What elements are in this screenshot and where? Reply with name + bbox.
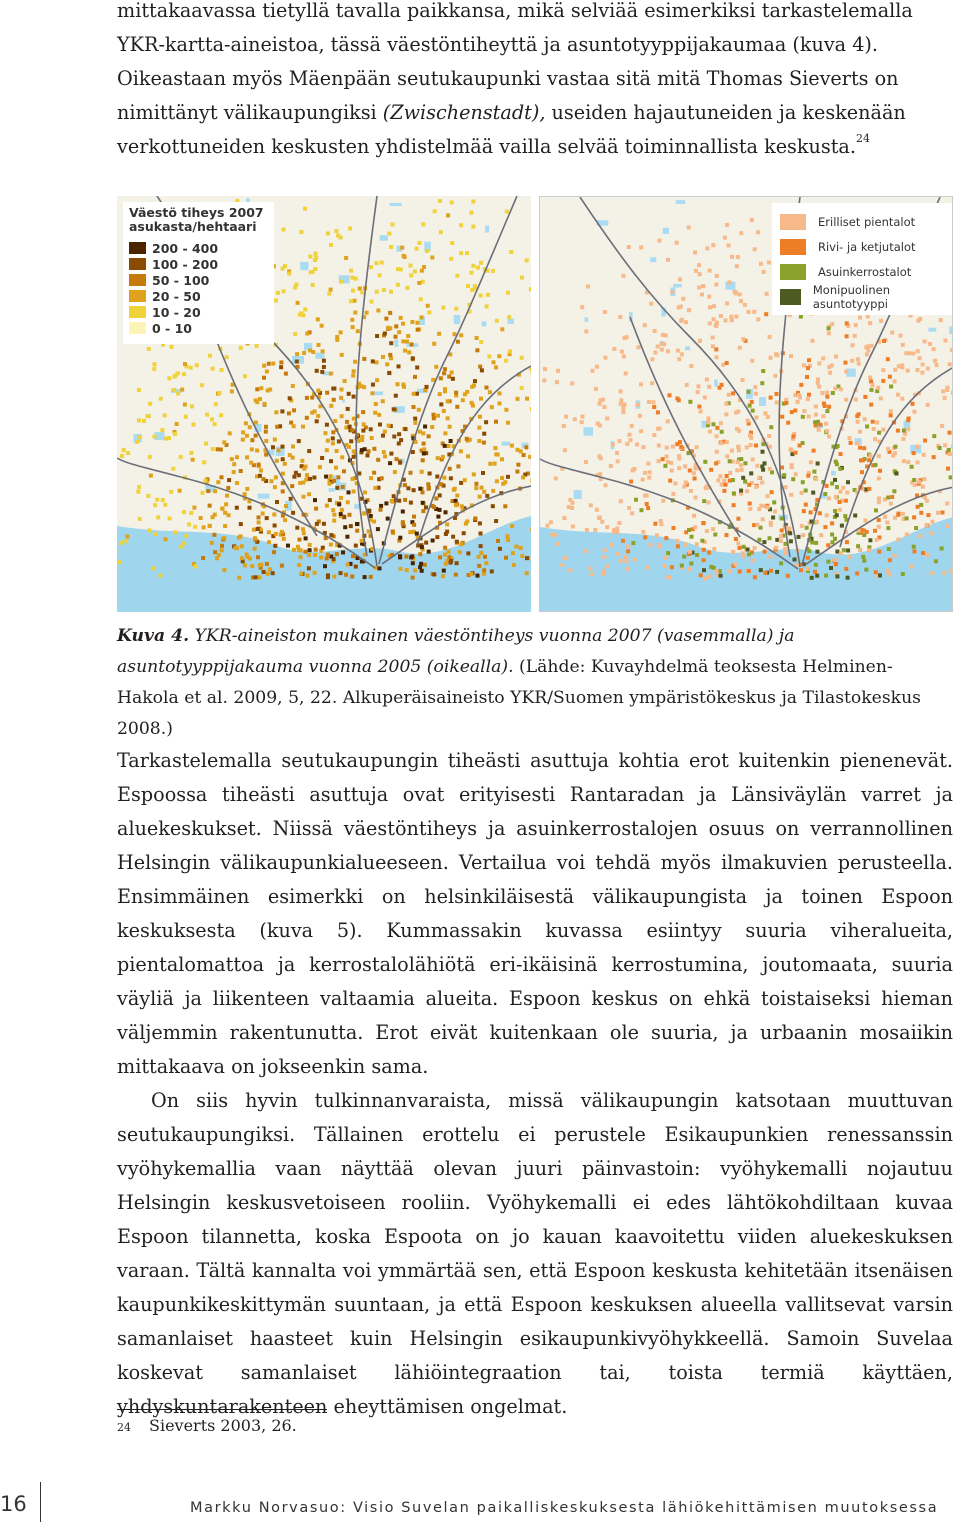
housing-legend-swatch xyxy=(780,264,806,280)
intro-line: mittakaavassa tietyllä tavalla paikkansa, mikä selviää esimerkiksi tarkastelemalla xyxy=(117,0,913,22)
density-legend-label: 200 - 400 xyxy=(152,240,219,256)
housing-legend-item xyxy=(780,259,938,284)
footnote-divider xyxy=(117,1409,327,1410)
intro-line: useiden hajautuneiden ja keskenään xyxy=(545,101,906,124)
housing-legend-label: Asuinkerrostalot xyxy=(818,264,912,279)
caption-italic: YKR-aineiston mukainen väestöntiheys vuonna 2007 (vasemmalla) ja asuntotyyppijakauma vuonna 2005 (oikealla). xyxy=(117,626,795,677)
map-lake xyxy=(485,226,489,233)
map-lake xyxy=(502,442,511,446)
density-legend-label: 0 - 10 xyxy=(152,320,192,336)
map-lake xyxy=(454,315,461,324)
housing-legend-item xyxy=(780,284,938,309)
footnote-text: Sieverts 2003, 26. xyxy=(149,1416,297,1435)
density-legend-item xyxy=(129,256,264,272)
body-paragraph: On siis hyvin tulkinnanvaraista, missä välikaupungin katsotaan muuttuvan seutukaupungiksi. Tällainen erottelu ei perustele Esikaupunkien renessanssin vyöhykemallia vaan näyttää olevan juuri päinvastoin: vyöhykemalli nojautuu Helsingin keskusvetoiseen rooliin. Vyöhykemalli ei edes lähtökohdiltaan kuvaa Espoon tilannetta, koska Espoota on jo kauan kaavoitettu viiden aluekeskuksen varaan. Tältä kannalta voi ymmärtää sen, että Espoon keskusta kehitetään itsenäisen kaupunkikeskittymän suuntaan, ja että Espoon keskuksen alueella vallitsevat varsin samanlaiset haasteet kuin Helsingin esikaupunkivyöhykkeellä. Samoin Suvelaa koskevat samanlaiset lähiöintegraation tai, toista termiä käyttäen, yhdyskuntarakenteen eheyttämisen ongelmat. xyxy=(117,1089,953,1418)
map-lake xyxy=(329,488,335,492)
map-lake xyxy=(585,317,589,322)
footer-divider xyxy=(40,1482,41,1522)
housing-legend-swatch xyxy=(780,214,806,230)
map-lake xyxy=(584,427,594,436)
density-legend-swatch xyxy=(129,274,146,286)
population-density-map xyxy=(117,196,531,612)
legend-subtitle: asukasta/hehtaari xyxy=(129,219,257,234)
intro-line: YKR-kartta-aineistoa, tässä väestöntiheyttä ja asuntotyyppijakaumaa (kuva 4). xyxy=(117,33,878,56)
density-legend-label: 100 - 200 xyxy=(152,256,219,272)
density-legend-item xyxy=(129,240,264,256)
map-lake xyxy=(574,490,582,499)
housing-legend-swatch xyxy=(780,239,806,255)
caption-source: (Lähde: Kuvayhdelmä teoksesta Helminen-Hakola et al. 2009, 5, 22. Alkuperäisaineisto YKR/Suomen ympäristökeskus ja Tilastokeskus 2008.) xyxy=(117,657,921,739)
map-lake xyxy=(394,340,398,347)
density-legend-item xyxy=(129,304,264,320)
density-legend-swatch xyxy=(129,306,146,318)
housing-legend-item xyxy=(780,234,938,259)
housing-legend-label: Erilliset pientalot xyxy=(818,214,916,229)
map-lake xyxy=(380,235,388,241)
footnote-number: 24 xyxy=(117,1421,131,1434)
footnote xyxy=(117,1414,297,1438)
map-lake xyxy=(508,319,514,325)
housing-legend-label: Monipuolinen asuntotyyppi xyxy=(812,282,890,311)
map-lake xyxy=(676,200,686,204)
running-footer: Markku Norvasuo: Visio Suvelan paikalliskeskuksesta lähiökehittämisen muutoksessa xyxy=(190,1500,939,1516)
map-lake xyxy=(928,328,936,332)
density-legend-label: 50 - 100 xyxy=(152,272,210,288)
density-legend-label: 10 - 20 xyxy=(152,304,201,320)
density-legend-swatch xyxy=(129,322,146,334)
intro-line: verkottuneiden keskusten yhdistelmää vailla selvää toiminnallista keskusta. xyxy=(117,135,856,158)
density-legend-item xyxy=(129,320,264,336)
density-legend-label: 20 - 50 xyxy=(152,288,201,304)
housing-legend-label: Rivi- ja ketjutalot xyxy=(818,239,916,254)
body-paragraph: Tarkastelemalla seutukaupungin tiheästi asuttuja kohtia erot kuitenkin pienenevät. Espoossa tiheästi asuttuja ovat erityisesti Rantaradan ja Länsiväylän varret ja aluekeskukset. Niissä väestöntiheys ja asuinkerrostalojen osuus on verrannollinen Helsingin välikaupunkialueeseen. Vertailua voi tehdä myös ilmakuvien perusteella. Ensimmäinen esimerkki on helsinkiläisestä välikaupungista ja toinen Espoon keskuksesta (kuva 5). Kummassakin kuvassa esiintyy suuria viheralueita, pientalomattoa ja kerrostalolähiötä eri-ikäisinä kerrostumina, joutomaata, suuria väyliä ja liikenteen valtaamia alueita. Espoon keskus on ehkä toistaiseksi hieman väljemmin rakentunutta. Erot eivät kuitenkaan ole suuria, ja urbaanin mosaiikin mittakaava on jokseenkin sama. xyxy=(117,749,953,1078)
housing-type-map xyxy=(539,196,953,612)
density-legend-swatch xyxy=(129,242,146,254)
legend-title: Väestö tiheys 2007 xyxy=(129,205,264,220)
body-text xyxy=(117,744,953,1424)
housing-legend-swatch xyxy=(780,289,801,305)
intro-italic-term: (Zwischenstadt), xyxy=(382,101,546,124)
housing-type-legend xyxy=(772,203,952,315)
map-lake xyxy=(650,257,656,262)
intro-line: Oikeastaan myös Mäenpään seutukaupunki vastaa sitä mitä Thomas Sieverts on xyxy=(117,67,899,90)
map-lake xyxy=(300,262,308,270)
population-density-legend xyxy=(123,202,274,344)
page-number: 16 xyxy=(0,1492,27,1516)
intro-paragraph xyxy=(117,0,953,164)
map-lake xyxy=(759,397,766,406)
footnote-ref: 24 xyxy=(855,132,870,145)
map-lake xyxy=(390,203,402,206)
density-legend-item xyxy=(129,288,264,304)
map-lake xyxy=(831,471,836,476)
map-lake xyxy=(673,284,682,288)
figure-caption xyxy=(117,621,953,745)
map-lake xyxy=(949,326,953,334)
density-legend-swatch xyxy=(129,258,146,270)
caption-label: Kuva 4. xyxy=(117,626,190,646)
density-legend-swatch xyxy=(129,290,146,302)
density-legend-item xyxy=(129,272,264,288)
intro-line: nimittänyt välikaupungiksi xyxy=(117,101,383,124)
map-lake xyxy=(663,228,669,234)
map-lake xyxy=(258,494,270,499)
map-lake xyxy=(316,353,325,359)
housing-legend-item xyxy=(780,209,938,234)
map-lake xyxy=(482,321,487,326)
figure-maps xyxy=(117,196,953,612)
map-lake xyxy=(685,346,690,350)
map-lake xyxy=(714,380,718,387)
